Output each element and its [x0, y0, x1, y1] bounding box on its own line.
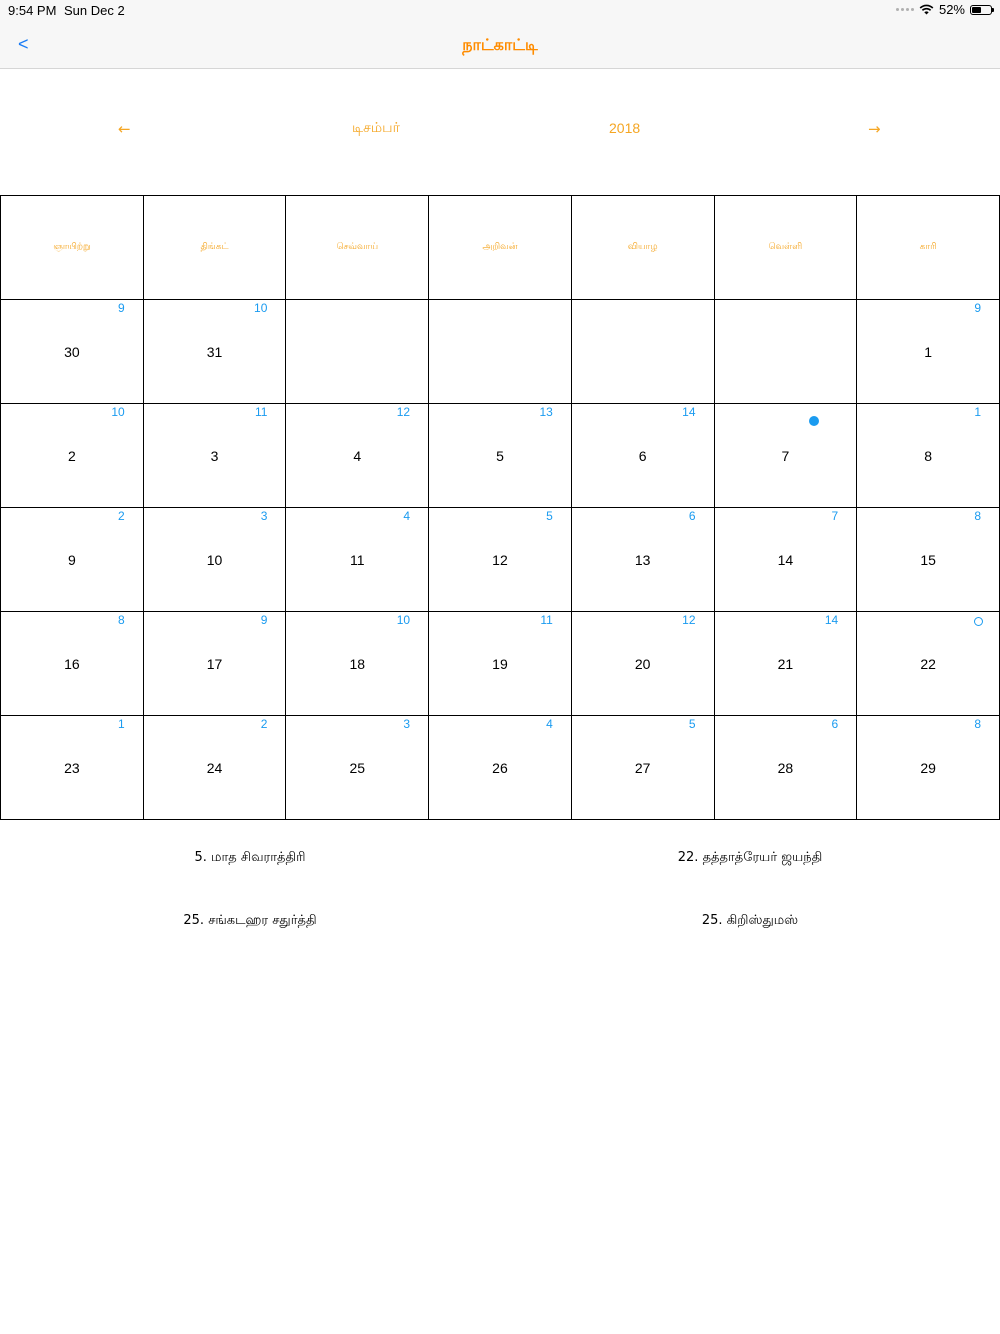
tithi-number: 2 — [260, 717, 268, 731]
day-cell[interactable] — [714, 508, 857, 612]
cellular-signal-icon — [896, 8, 914, 11]
day-number: 19 — [492, 656, 508, 672]
day-cell[interactable] — [571, 612, 714, 716]
day-cell[interactable] — [429, 716, 572, 820]
tithi-number: 6 — [831, 717, 839, 731]
day-number: 15 — [920, 552, 936, 568]
day-number: 14 — [777, 552, 794, 568]
event-item: 25. சங்கடஹர சதுர்த்தி — [183, 913, 317, 928]
day-cell[interactable] — [143, 508, 286, 612]
day-number: 12 — [492, 552, 508, 568]
week-row — [1, 508, 1000, 612]
event-item: 25. கிறிஸ்துமஸ் — [701, 913, 799, 928]
day-number: 26 — [492, 760, 508, 776]
tithi-number: 2 — [118, 509, 125, 523]
tithi-number: 8 — [974, 717, 981, 731]
day-number: 9 — [67, 552, 76, 568]
month-header — [0, 120, 1000, 144]
day-number: 3 — [210, 448, 219, 464]
day-number: 8 — [924, 448, 932, 464]
tithi-number: 10 — [396, 613, 411, 627]
day-cell[interactable] — [1, 404, 144, 508]
tithi-number: 4 — [403, 509, 411, 523]
weekday-thursday: வியாழ — [571, 196, 714, 300]
day-number: 27 — [634, 760, 651, 776]
battery-percent: 52% — [938, 2, 965, 17]
day-number: 4 — [353, 448, 362, 464]
day-cell[interactable] — [143, 716, 286, 820]
weekday-header-row — [1, 196, 1000, 300]
day-cell[interactable] — [1, 508, 144, 612]
weekday-wednesday: அறிவன் — [429, 196, 572, 300]
week-row — [1, 612, 1000, 716]
tithi-number: 3 — [403, 717, 411, 731]
day-cell[interactable] — [1, 300, 144, 404]
day-number: 17 — [206, 656, 223, 672]
tithi-number: 1 — [118, 717, 125, 731]
day-cell[interactable] — [857, 508, 1000, 612]
tithi-number: 11 — [254, 405, 268, 419]
tithi-number: 8 — [118, 613, 125, 627]
tithi-number: 12 — [682, 613, 696, 627]
next-month-button[interactable]: → — [868, 120, 881, 138]
page-title: நாட்காட்டி — [462, 35, 538, 54]
day-cell[interactable] — [571, 508, 714, 612]
day-number: 10 — [206, 552, 223, 568]
weekday-saturday: காரி — [857, 196, 1000, 300]
new-moon-icon — [809, 416, 819, 426]
battery-icon — [970, 5, 992, 15]
day-cell[interactable] — [286, 612, 429, 716]
weekday-tuesday: செவ்வாய் — [286, 196, 429, 300]
day-number: 5 — [496, 448, 504, 464]
tithi-number: 12 — [396, 405, 411, 419]
status-time: 9:54 PM — [8, 3, 57, 18]
tithi-number: 6 — [688, 509, 696, 523]
tithi-number: 10 — [111, 405, 125, 419]
tithi-number: 14 — [824, 613, 839, 627]
day-cell[interactable] — [143, 300, 286, 404]
event-item: 22. தத்தாத்ரேயர் ஜயந்தி — [677, 850, 823, 865]
empty-day-cell — [714, 300, 857, 404]
day-number: 21 — [777, 656, 794, 672]
day-cell[interactable] — [429, 612, 572, 716]
weekday-friday: வெள்ளி — [714, 196, 857, 300]
day-cell[interactable] — [1, 612, 144, 716]
weekday-monday: திங்கட் — [143, 196, 286, 300]
tithi-number: 4 — [546, 717, 553, 731]
day-cell[interactable] — [1, 716, 144, 820]
empty-day-cell — [429, 300, 572, 404]
tithi-number: 11 — [540, 613, 553, 627]
tithi-number: 5 — [546, 509, 553, 523]
day-cell[interactable] — [857, 300, 1000, 404]
event-item: 5. மாத சிவராத்திரி — [194, 850, 306, 865]
day-cell[interactable] — [571, 404, 714, 508]
tithi-number: 1 — [974, 405, 981, 419]
day-cell[interactable] — [143, 404, 286, 508]
day-cell[interactable] — [143, 612, 286, 716]
day-cell[interactable] — [857, 612, 1000, 716]
month-name: டிசம்பர் — [352, 120, 400, 136]
day-number: 16 — [64, 656, 80, 672]
empty-day-cell — [571, 300, 714, 404]
day-number: 7 — [781, 448, 790, 464]
day-number: 11 — [349, 552, 365, 568]
day-cell[interactable] — [286, 716, 429, 820]
wifi-icon — [919, 4, 934, 15]
calendar-grid — [0, 195, 1000, 820]
tithi-number: 7 — [831, 509, 839, 523]
day-cell[interactable] — [857, 404, 1000, 508]
day-number: 28 — [777, 760, 794, 776]
day-number: 31 — [206, 344, 223, 360]
day-number: 18 — [349, 656, 366, 672]
tithi-number: 9 — [118, 301, 125, 315]
tithi-number: 3 — [260, 509, 268, 523]
day-cell[interactable] — [571, 716, 714, 820]
day-number: 25 — [349, 760, 366, 776]
status-date: Sun Dec 2 — [64, 3, 125, 18]
full-moon-icon — [974, 617, 983, 626]
day-cell[interactable] — [429, 508, 572, 612]
day-number: 22 — [920, 656, 936, 672]
status-bar — [0, 0, 1000, 22]
day-number: 30 — [64, 344, 80, 360]
back-button[interactable]: < — [18, 34, 29, 54]
week-row — [1, 300, 1000, 404]
day-number: 2 — [67, 448, 76, 464]
day-number: 13 — [634, 552, 651, 568]
day-number: 23 — [64, 760, 80, 776]
tithi-number: 9 — [974, 301, 981, 315]
year-label: 2018 — [609, 120, 641, 136]
day-number: 29 — [920, 760, 936, 776]
day-cell[interactable] — [857, 716, 1000, 820]
day-number: 20 — [634, 656, 651, 672]
week-row — [1, 716, 1000, 820]
empty-day-cell — [286, 300, 429, 404]
weekday-sunday: ஞாயிற்று — [1, 196, 144, 300]
tithi-number: 10 — [254, 301, 268, 315]
day-cell[interactable] — [286, 404, 429, 508]
day-cell[interactable] — [286, 508, 429, 612]
navigation-bar — [0, 22, 1000, 69]
day-cell[interactable] — [429, 404, 572, 508]
tithi-number: 8 — [974, 509, 981, 523]
day-cell[interactable] — [714, 716, 857, 820]
day-number: 6 — [638, 448, 647, 464]
day-cell[interactable] — [714, 612, 857, 716]
tithi-number: 5 — [688, 717, 696, 731]
tithi-number: 9 — [260, 613, 268, 627]
day-number: 1 — [924, 344, 932, 360]
tithi-number: 13 — [539, 405, 553, 419]
status-indicators — [896, 2, 992, 17]
tithi-number: 14 — [682, 405, 696, 419]
week-row — [1, 404, 1000, 508]
day-cell[interactable] — [714, 404, 857, 508]
previous-month-button[interactable]: ← — [118, 120, 131, 138]
day-number: 24 — [206, 760, 223, 776]
